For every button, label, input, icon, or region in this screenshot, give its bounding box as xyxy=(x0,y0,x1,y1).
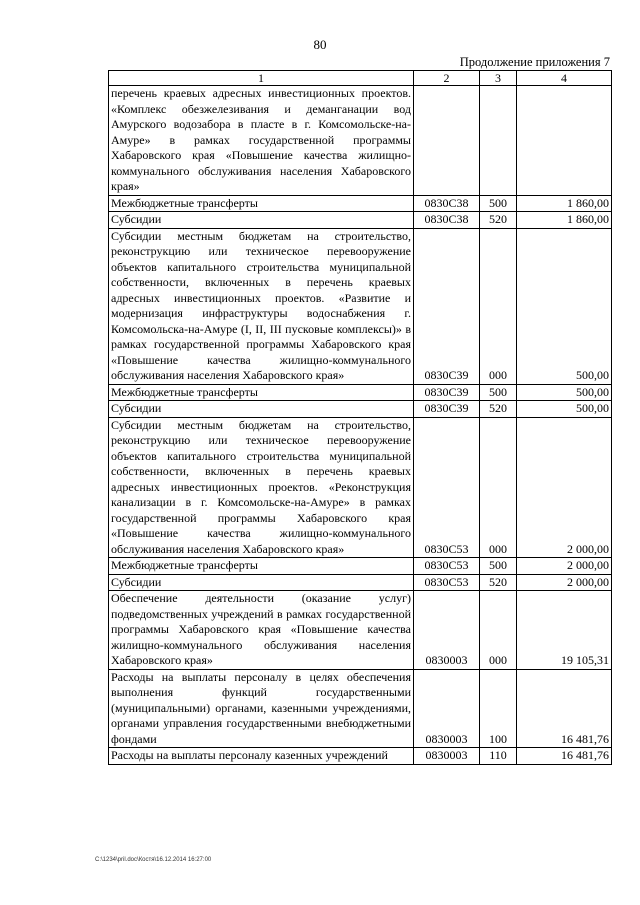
row-expense-type: 000 xyxy=(480,591,517,670)
row-code: 0830С39 xyxy=(414,228,480,384)
table-row xyxy=(109,401,612,418)
row-code: 0830003 xyxy=(414,591,480,670)
row-description: Межбюджетные трансферты xyxy=(109,558,414,575)
column-header: 1 xyxy=(109,71,414,86)
table-row xyxy=(109,212,612,229)
table-row xyxy=(109,574,612,591)
row-expense-type: 500 xyxy=(480,558,517,575)
row-amount: 1 860,00 xyxy=(517,212,612,229)
table-row xyxy=(109,384,612,401)
row-expense-type: 100 xyxy=(480,669,517,748)
row-description: Расходы на выплаты персоналу в целях обеспечения выполнения функций государственными (муниципальными) органами, казенными учреждениями, органами управления государственными внебюджетными фондами xyxy=(109,669,414,748)
continuation-caption: Продолжение приложения 7 xyxy=(459,55,610,69)
table-row xyxy=(109,228,612,384)
row-code: 0830С38 xyxy=(414,212,480,229)
row-expense-type: 500 xyxy=(480,384,517,401)
row-code: 0830С39 xyxy=(414,401,480,418)
table-row xyxy=(109,417,612,558)
budget-table xyxy=(108,70,612,765)
table-header-row xyxy=(109,71,612,86)
column-header: 2 xyxy=(414,71,480,86)
row-expense-type xyxy=(480,86,517,196)
row-description: Субсидии xyxy=(109,574,414,591)
column-header: 4 xyxy=(517,71,612,86)
row-description: Субсидии xyxy=(109,401,414,418)
row-description: Субсидии местным бюджетам на строительство, реконструкцию или техническое перевооружение объектов капитального строительства муниципальной собственности, включенных в перечень краевых адресных инвестиционных проектов. «Развитие и модернизация инфраструктуры водоснабжения г. Комсомольска-на-Амуре (I, II, III пусковые комплексы)» в рамках государственной программы Хабаровского края «Повышение качества жилищно-коммунального обслуживания населения Хабаровского края» xyxy=(109,228,414,384)
row-expense-type: 520 xyxy=(480,212,517,229)
row-code: 0830С53 xyxy=(414,417,480,558)
row-expense-type: 520 xyxy=(480,401,517,418)
row-amount: 500,00 xyxy=(517,228,612,384)
row-expense-type: 110 xyxy=(480,748,517,765)
row-description: Субсидии местным бюджетам на строительство, реконструкцию или техническое перевооружение объектов капитального строительства муниципальной собственности, включенных в перечень краевых адресных инвестиционных проектов. «Реконструкция канализации в г. Комсомольске-на-Амуре» в рамках государственной программы Хабаровского края «Повышение качества жилищно-коммунального обслуживания населения Хабаровского края» xyxy=(109,417,414,558)
row-description: Расходы на выплаты персоналу казенных учреждений xyxy=(109,748,414,765)
row-description: Обеспечение деятельности (оказание услуг) подведомственных учреждений в рамках государственной программы Хабаровского края «Повышение качества жилищно-коммунального обслуживания населения Хабаровского края» xyxy=(109,591,414,670)
column-header: 3 xyxy=(480,71,517,86)
row-code: 0830003 xyxy=(414,748,480,765)
row-code: 0830С53 xyxy=(414,558,480,575)
row-amount: 16 481,76 xyxy=(517,669,612,748)
row-amount: 16 481,76 xyxy=(517,748,612,765)
row-expense-type: 000 xyxy=(480,228,517,384)
row-amount: 500,00 xyxy=(517,384,612,401)
row-code: 0830003 xyxy=(414,669,480,748)
row-expense-type: 520 xyxy=(480,574,517,591)
row-code: 0830С53 xyxy=(414,574,480,591)
row-amount: 19 105,31 xyxy=(517,591,612,670)
row-amount: 2 000,00 xyxy=(517,574,612,591)
row-description: Межбюджетные трансферты xyxy=(109,195,414,212)
row-code xyxy=(414,86,480,196)
row-description: перечень краевых адресных инвестиционных проектов. «Комплекс обезжелезивания и деманганации вод Амурского водозабора в пласте в г. Комсомольске-на-Амуре» в рамках государственной программы Хабаровского края «Повышение качества жилищно-коммунального обслуживания населения Хабаровского края» xyxy=(109,86,414,196)
row-code: 0830С39 xyxy=(414,384,480,401)
row-description: Межбюджетные трансферты xyxy=(109,384,414,401)
file-path-footer: C:\1234\pril.doc\Костя\16.12.2014 16:27:00 xyxy=(95,857,212,863)
table-row xyxy=(109,669,612,748)
table-row xyxy=(109,86,612,196)
row-amount: 500,00 xyxy=(517,401,612,418)
table-row xyxy=(109,591,612,670)
row-code: 0830С38 xyxy=(414,195,480,212)
row-amount: 2 000,00 xyxy=(517,417,612,558)
page-number: 80 xyxy=(313,37,327,52)
row-expense-type: 500 xyxy=(480,195,517,212)
table-row xyxy=(109,558,612,575)
row-description: Субсидии xyxy=(109,212,414,229)
row-amount: 1 860,00 xyxy=(517,195,612,212)
table-row xyxy=(109,748,612,765)
row-amount xyxy=(517,86,612,196)
table-row xyxy=(109,195,612,212)
row-expense-type: 000 xyxy=(480,417,517,558)
row-amount: 2 000,00 xyxy=(517,558,612,575)
